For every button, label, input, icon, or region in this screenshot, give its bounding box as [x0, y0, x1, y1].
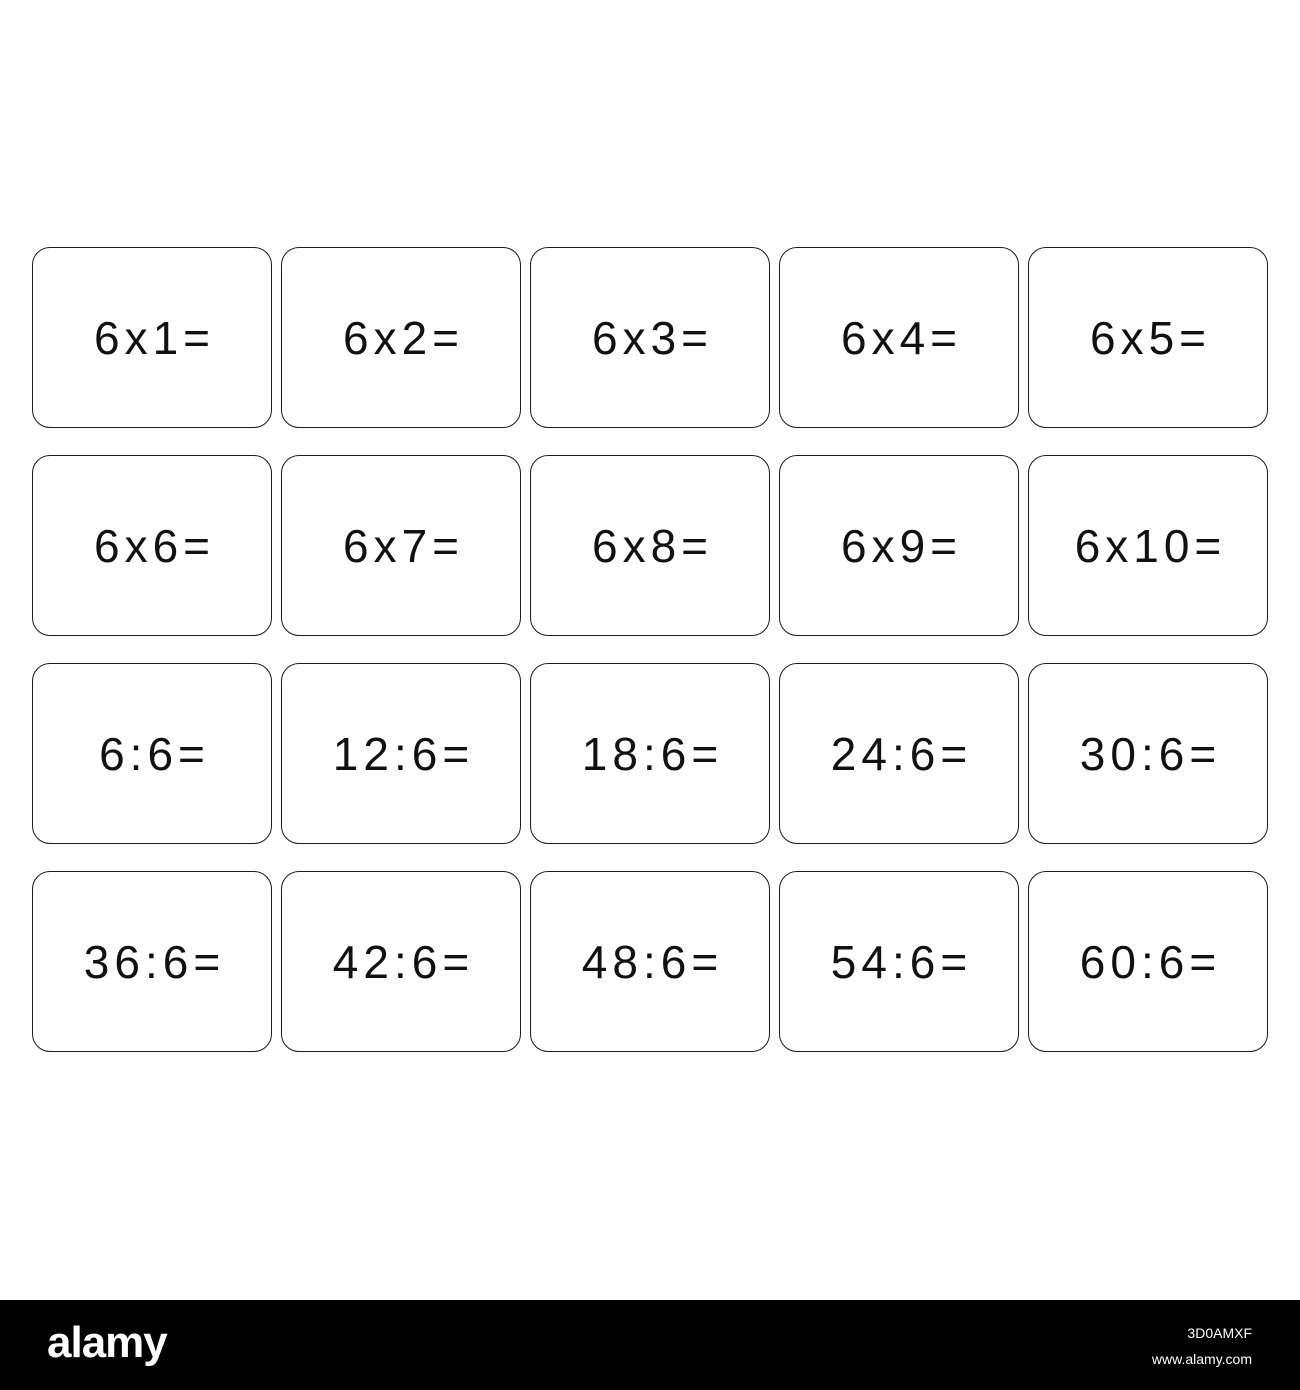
card-expression: 24:6=	[830, 727, 973, 780]
card-expression: 42:6=	[332, 935, 475, 988]
watermark-footer-bar	[0, 1300, 1300, 1390]
card-expression: 12:6=	[332, 727, 475, 780]
card-expression: 36:6=	[83, 935, 226, 988]
card-expression: 6x7=	[342, 519, 465, 572]
card-6x1	[32, 247, 272, 428]
footer-meta	[1152, 1320, 1252, 1372]
card-6x2	[281, 247, 521, 428]
card-expression: 30:6=	[1079, 727, 1222, 780]
card-36div6	[32, 871, 272, 1052]
site-url: www.alamy.com	[1151, 1351, 1252, 1367]
card-54div6	[779, 871, 1019, 1052]
card-expression: 6x9=	[840, 519, 963, 572]
card-6x9	[779, 455, 1019, 636]
card-30div6	[1028, 663, 1268, 844]
image-id: 3D0AMXF	[1187, 1325, 1252, 1341]
card-expression: 6x1=	[93, 311, 216, 364]
card-42div6	[281, 871, 521, 1052]
card-6x8	[530, 455, 770, 636]
card-expression: 6x6=	[93, 519, 216, 572]
card-expression: 6x10=	[1074, 519, 1227, 572]
card-expression: 54:6=	[830, 935, 973, 988]
card-expression: 6x5=	[1089, 311, 1212, 364]
alamy-logo: alamy	[47, 1318, 167, 1367]
card-expression: 6x4=	[840, 311, 963, 364]
card-6x3	[530, 247, 770, 428]
card-6x10	[1028, 455, 1268, 636]
card-24div6	[779, 663, 1019, 844]
card-18div6	[530, 663, 770, 844]
card-expression: 6x8=	[591, 519, 714, 572]
card-expression: 60:6=	[1079, 935, 1222, 988]
card-expression: 48:6=	[581, 935, 724, 988]
card-expression: 6x3=	[591, 311, 714, 364]
card-expression: 6:6=	[99, 727, 210, 780]
card-6x7	[281, 455, 521, 636]
card-expression: 6x2=	[342, 311, 465, 364]
card-expression: 18:6=	[581, 727, 724, 780]
card-48div6	[530, 871, 770, 1052]
card-grid	[32, 247, 1268, 1052]
card-6x6	[32, 455, 272, 636]
card-6div6	[32, 663, 272, 844]
card-60div6	[1028, 871, 1268, 1052]
card-6x4	[779, 247, 1019, 428]
card-12div6	[281, 663, 521, 844]
card-6x5	[1028, 247, 1268, 428]
